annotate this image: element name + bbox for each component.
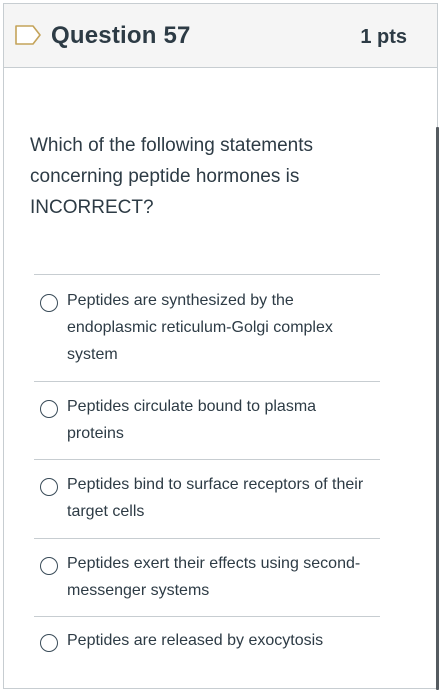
question-card [3,3,438,689]
question-header [4,4,437,68]
answer-label: Peptides bind to surface receptors of their target cells [67,476,364,520]
radio-button[interactable] [40,478,58,496]
radio-button[interactable] [40,400,58,418]
answer-label: Peptides are synthesized by the endoplasmic reticulum-Golgi complex system [67,292,333,363]
answer-option-3[interactable] [34,459,380,538]
scrollbar[interactable] [436,127,439,690]
answer-option-4[interactable] [34,538,380,616]
answer-label: Peptides are released by exocytosis [67,632,324,649]
answer-option-1[interactable] [34,274,380,381]
flag-icon[interactable] [14,24,42,46]
answer-label: Peptides circulate bound to plasma proteins [67,398,317,442]
answer-option-2[interactable] [34,381,380,459]
answer-label: Peptides exert their effects using second-messenger systems [67,555,361,599]
radio-button[interactable] [40,294,58,312]
question-points: 1 pts [360,26,407,48]
question-title: Question 57 [51,22,191,49]
answer-option-5[interactable] [34,616,380,676]
radio-button[interactable] [40,557,58,575]
question-text: Which of the following statements concerning peptide hormones is INCORRECT? [30,135,314,218]
radio-button[interactable] [40,634,58,652]
answer-list [34,274,380,676]
